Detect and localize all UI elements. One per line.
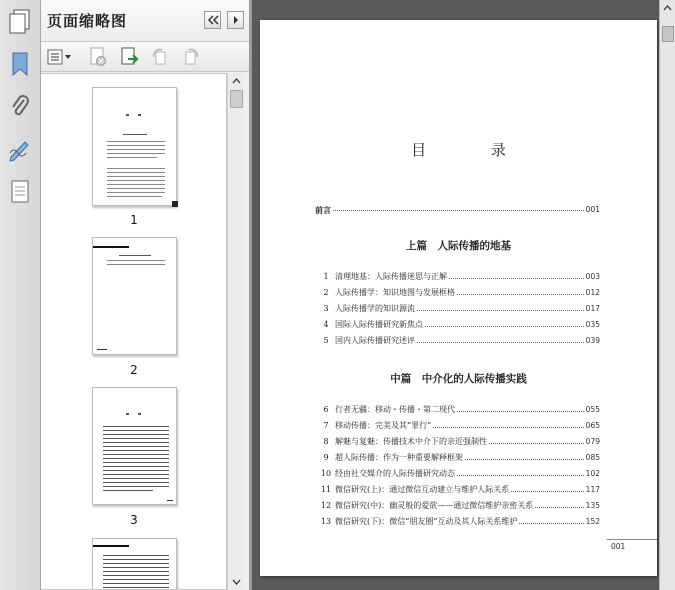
- section-title: 上篇 人际传播的地基: [406, 240, 511, 252]
- chevron-right-icon: [232, 15, 240, 25]
- entry-page: 035: [585, 320, 600, 329]
- toc-entry[interactable]: [317, 484, 600, 498]
- page-thumbnail[interactable]: [92, 387, 177, 505]
- rotate-right-icon: [181, 47, 201, 67]
- toc-entry[interactable]: [317, 319, 600, 333]
- scrollbar-thumb[interactable]: [662, 26, 674, 42]
- attachment-icon[interactable]: [6, 93, 34, 121]
- scrollbar-thumb[interactable]: [230, 90, 243, 108]
- delete-page-icon: [88, 47, 108, 67]
- entry-number: 3: [323, 304, 329, 313]
- entry-page: 102: [585, 469, 600, 478]
- panel-header: [41, 0, 249, 42]
- entry-text: 经由社交媒介的人际传播研究动态: [335, 469, 455, 478]
- preface-label: 前言: [315, 205, 331, 215]
- entry-page: 012: [585, 288, 600, 297]
- double-chevron-left-icon: [207, 15, 219, 25]
- navigation-rail: [0, 0, 41, 590]
- toc-entry[interactable]: [317, 420, 600, 434]
- entry-page: 055: [585, 405, 600, 414]
- toc-entry[interactable]: [317, 516, 600, 530]
- scroll-down-arrow-icon[interactable]: [228, 574, 244, 590]
- panel-splitter[interactable]: [249, 0, 252, 590]
- delete-pages-button[interactable]: [87, 47, 109, 67]
- thumbnail-scrollbar[interactable]: [227, 73, 244, 590]
- page-thumbnail[interactable]: [92, 538, 177, 590]
- entry-page: 003: [585, 272, 600, 281]
- toc-entry[interactable]: [317, 271, 600, 285]
- entry-text: 人际传播学：知识地图与发展框格: [335, 288, 455, 297]
- insert-pages-button[interactable]: [119, 47, 141, 67]
- thumbnail-toolbar: [41, 42, 249, 72]
- entry-number: 13: [320, 517, 332, 526]
- toc-entry[interactable]: [317, 287, 600, 301]
- entry-number: 5: [323, 336, 329, 345]
- entry-number: 2: [323, 288, 329, 297]
- entry-page: 065: [585, 421, 600, 430]
- entry-text: 微信研究(上)：通过微信互动建立与维护人际关系: [335, 485, 510, 494]
- collapse-panel-button[interactable]: [204, 11, 221, 29]
- entry-text: 国内人际传播研究述评: [335, 336, 415, 345]
- page-folio: 001: [607, 539, 657, 551]
- toc-entry[interactable]: [317, 500, 600, 514]
- pages-icon[interactable]: [6, 8, 34, 36]
- entry-text: 国际人际传播研究新焦点: [335, 320, 423, 329]
- insert-page-icon: [119, 47, 141, 67]
- entry-number: 7: [323, 421, 329, 430]
- rotate-left-icon: [150, 47, 170, 67]
- page-thumbnail[interactable]: [92, 237, 177, 355]
- entry-text: 清理地基：人际传播迷思与正解: [335, 272, 447, 281]
- thumbnail-label: 2: [130, 363, 138, 377]
- entry-page: 085: [585, 453, 600, 462]
- document-scrollbar[interactable]: [659, 0, 675, 590]
- layers-icon[interactable]: [6, 178, 34, 206]
- panel-options-button[interactable]: [227, 11, 244, 29]
- entry-page: 135: [585, 501, 600, 510]
- toc-entry[interactable]: [317, 303, 600, 317]
- entry-text: 超人际传播：作为一种重要解释框架: [335, 453, 463, 462]
- scroll-up-arrow-icon[interactable]: [228, 73, 244, 89]
- toc-entry[interactable]: [317, 436, 600, 450]
- toc-title: 目 录: [411, 141, 536, 159]
- page-thumbnail[interactable]: [92, 87, 177, 206]
- panel-title: 页面缩略图: [47, 12, 128, 30]
- rotate-ccw-button[interactable]: [149, 47, 171, 67]
- toc-entry[interactable]: [317, 404, 600, 418]
- entry-number: 8: [323, 437, 329, 446]
- entry-page: 017: [585, 304, 600, 313]
- preface-page: 001: [585, 205, 600, 214]
- document-page: [260, 20, 657, 576]
- entry-text: 移动传播：完美及其“罪行”: [335, 421, 432, 430]
- toc-entry[interactable]: [317, 335, 600, 349]
- signature-icon[interactable]: [6, 136, 34, 164]
- entry-text: 微信研究(下)：微信“朋友圈”互动及其人际关系维护: [335, 517, 518, 526]
- thumbnail-label: 1: [130, 213, 138, 227]
- scroll-up-arrow-icon[interactable]: [660, 0, 675, 16]
- toc-entry[interactable]: [317, 452, 600, 466]
- entry-number: 11: [320, 485, 332, 494]
- bookmark-icon[interactable]: [6, 50, 34, 78]
- entry-number: 12: [320, 501, 332, 510]
- thumbnail-label: 3: [130, 513, 138, 527]
- list-options-icon: [47, 49, 73, 65]
- options-menu-button[interactable]: [47, 47, 73, 67]
- thumbnail-list: [41, 73, 227, 590]
- entry-text: 行者无疆：移动・传播・第二现代: [335, 405, 455, 414]
- entry-text: 微信研究(中)：幽灵般的爱欲——通过微信维护亲密关系: [335, 501, 534, 510]
- entry-page: 117: [585, 485, 600, 494]
- entry-text: 人际传播学的知识源流: [335, 304, 415, 313]
- entry-page: 079: [585, 437, 600, 446]
- entry-page: 152: [585, 517, 600, 526]
- entry-page: 039: [585, 336, 600, 345]
- entry-number: 10: [320, 469, 332, 478]
- entry-number: 9: [323, 453, 329, 462]
- entry-text: 解魅与复魅：传播技术中介下的亲近强制性: [335, 437, 487, 446]
- toc-entry[interactable]: [317, 468, 600, 482]
- entry-number: 4: [323, 320, 329, 329]
- section-title: 中篇 中介化的人际传播实践: [390, 373, 527, 385]
- rotate-cw-button[interactable]: [180, 47, 202, 67]
- toc-preface[interactable]: [315, 205, 600, 216]
- entry-number: 6: [323, 405, 329, 414]
- entry-number: 1: [323, 272, 329, 281]
